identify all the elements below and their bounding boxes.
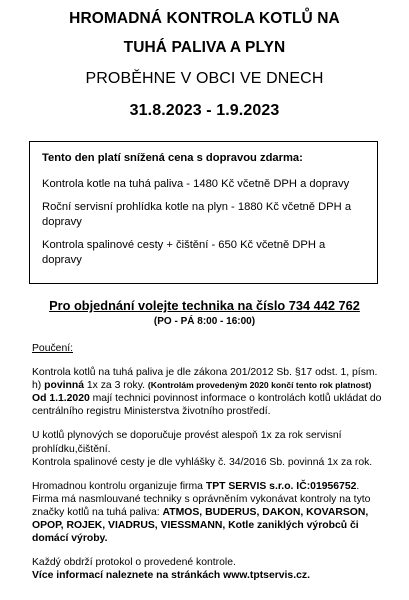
info-section <box>32 342 382 582</box>
headline-line-1: HROMADNÁ KONTROLA KOTLŮ NA <box>69 10 340 27</box>
headline-line-2: TUHÁ PALIVA A PLYN <box>123 39 286 56</box>
order-hours: (PO - PÁ 8:00 - 16:00) <box>153 316 256 327</box>
p1-mandatory: povinná <box>44 380 84 392</box>
paragraph-flue-law: Kontrola spalinové cesty je dle vyhlášky č. 34/2016 Sb. povinná 1x za rok. <box>32 456 373 468</box>
paragraph-gas-recommendation: U kotlů plynových se doporučuje provést alespoň 1x za rok servisní prohlídku,čištění. <box>32 430 342 455</box>
offer-heading: Tento den platí snížená cena s dopravou zdarma: <box>42 152 303 164</box>
p5-middle: . Firma má nasmlouvané techniky s oprávněním vykonávat kontroly na tyto značky kotlů na tuhá paliva: <box>32 480 371 518</box>
boiler-brands: ATMOS, BUDERUS, DAKON, KOVARSON, OPOP, ROJEK, VIADRUS, VIESSMANN, Kotle zaniklých výrobců či domácí výroby. <box>32 506 369 545</box>
paragraph-website: Více informací naleznete na stránkách www.tptservis.cz. <box>32 570 310 582</box>
headline-line-3: PROBĚHNE V OBCI VE DNECH <box>85 70 324 87</box>
paragraph-solid-fuel-law <box>32 366 382 392</box>
company-name: TPT SERVIS s.r.o. IČ:01956752 <box>205 480 357 492</box>
p1-text: Kontrola kotlů na tuhá paliva je dle zákona 201/2012 Sb. §17 odst. 1, písm. h) <box>32 367 378 392</box>
paragraph-organizer <box>32 480 382 545</box>
p1-validity-note: (Kontrolám provedeným 2020 končí tento rok platnost) <box>147 380 372 391</box>
lesson-label: Poučení: <box>32 343 74 354</box>
price-offer-box <box>29 141 378 284</box>
offer-item-flue-cleaning: Kontrola spalinové cesty + čištění - 650 Kč včetně DPH a dopravy <box>42 239 326 266</box>
order-phone: Pro objednání volejte technika na číslo 734 442 762 <box>49 298 360 313</box>
offer-item-solid-fuel: Kontrola kotle na tuhá paliva - 1480 Kč včetně DPH a dopravy <box>42 177 350 190</box>
p5-text: Hromadnou kontrolu organizuje firma <box>32 480 206 492</box>
offer-item-gas-service: Roční servisní prohlídka kotle na plyn - 1880 Kč včetně DPH a dopravy <box>42 201 352 228</box>
p2-text: mají technici povinnost informace o kontrolách kotlů ukládat do centrálního registru Ministerstva životního prostředí. <box>32 393 382 418</box>
event-dates: 31.8.2023 - 1.9.2023 <box>129 102 280 119</box>
p2-date: Od 1.1.2020 <box>32 393 90 405</box>
paragraph-registry <box>32 392 382 418</box>
p1-frequency: 1x za 3 roky. <box>83 380 148 392</box>
paragraph-protocol: Každý obdrží protokol o provedené kontrole. <box>32 557 236 569</box>
